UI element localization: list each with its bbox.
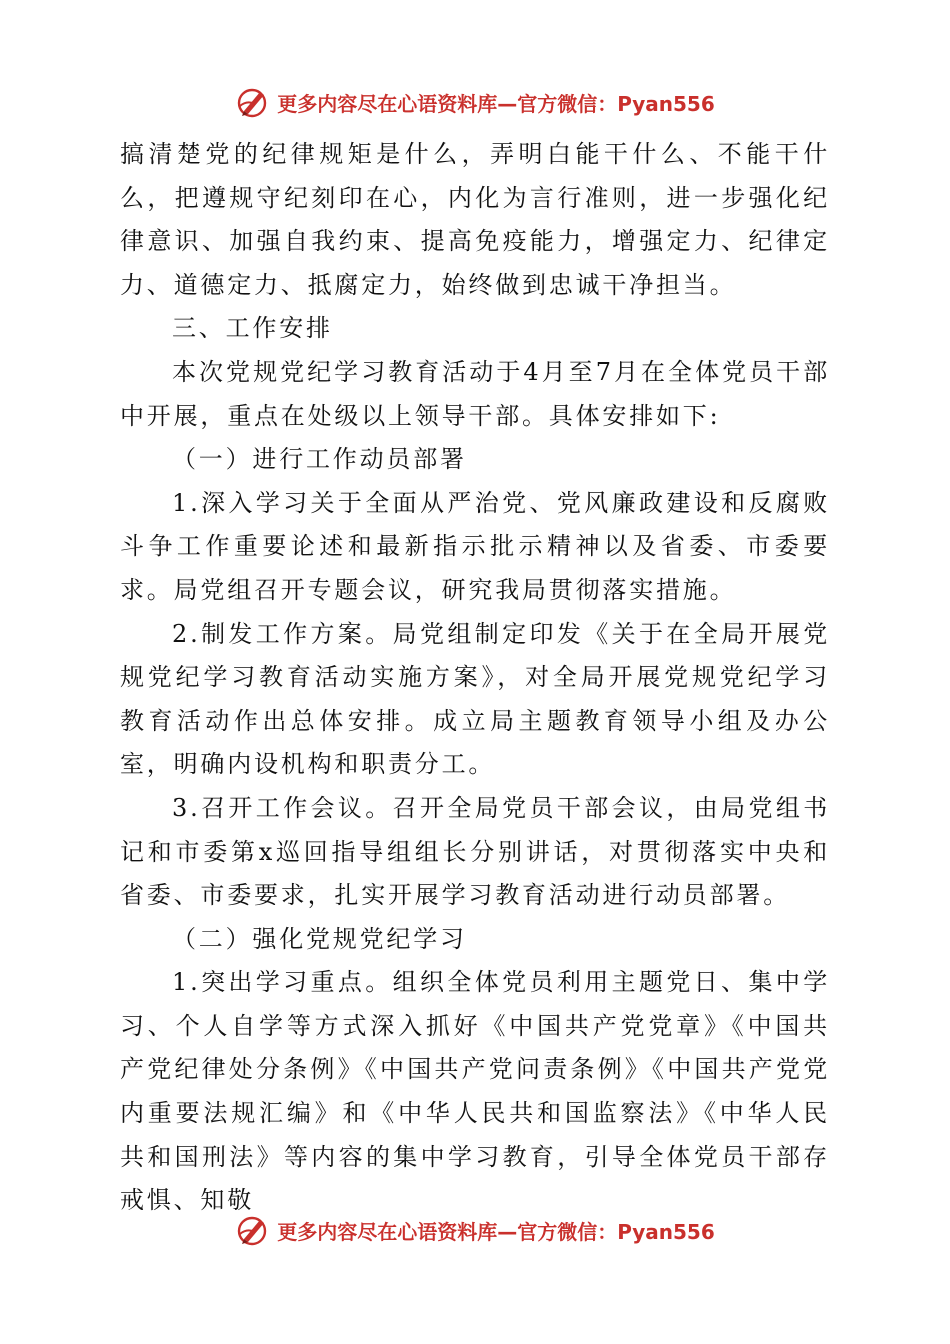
subheading-2: （二）强化党规党纪学习	[172, 924, 467, 953]
watermark-text: 更多内容尽在心语资料库—官方微信：Pyan556	[277, 91, 715, 116]
document-body	[120, 133, 830, 1223]
paragraph-schedule: 本次党规党纪学习教育活动于4月至7月在全体党员干部中开展，重点在处级以上领导干部。具体安排如下:	[120, 357, 830, 430]
paragraph-continuation: 搞清楚党的纪律规矩是什么，弄明白能干什么、不能干什么，把遵规守纪刻印在心，内化为言行准则，进一步强化纪律意识、加强自我约束、提高免疫能力，增强定力、纪律定力、道德定力、抵腐定力，始终做到忠诚干净担当。	[120, 140, 830, 299]
subheading-1: （一）进行工作动员部署	[172, 445, 467, 474]
section-heading-3: 三、工作安排	[172, 314, 333, 343]
watermark-banner-top	[0, 82, 950, 122]
item-2-1: 1.突出学习重点。组织全体党员利用主题党日、集中学习、个人自学等方式深入抓好《中国共产党党章》《中国共产党纪律处分条例》《中国共产党问责条例》《中国共产党党内重要法规汇编》和《中华人民共和国监察法》《中华人民共和国刑法》等内容的集中学习教育，引导全体党员干部存戒惧、知敬	[120, 968, 830, 1215]
item-1-3: 3.召开工作会议。召开全局党员干部会议，由局党组书记和市委第x巡回指导组组长分别讲话，对贯彻落实中央和省委、市委要求，扎实开展学习教育活动进行动员部署。	[120, 793, 830, 910]
watermark-text: 更多内容尽在心语资料库—官方微信：Pyan556	[277, 1219, 715, 1244]
item-1-2: 2.制发工作方案。局党组制定印发《关于在全局开展党规党纪学习教育活动实施方案》，对全局开展党规党纪学习教育活动作出总体安排。成立局主题教育领导小组及办公室，明确内设机构和职责分工。	[120, 619, 830, 779]
watermark-banner-bottom	[0, 1210, 950, 1250]
pen-logo-icon	[235, 84, 271, 120]
item-1-1: 1.深入学习关于全面从严治党、党风廉政建设和反腐败斗争工作重要论述和最新指示批示精神以及省委、市委要求。局党组召开专题会议，研究我局贯彻落实措施。	[120, 488, 830, 604]
pen-logo-icon	[235, 1212, 271, 1248]
